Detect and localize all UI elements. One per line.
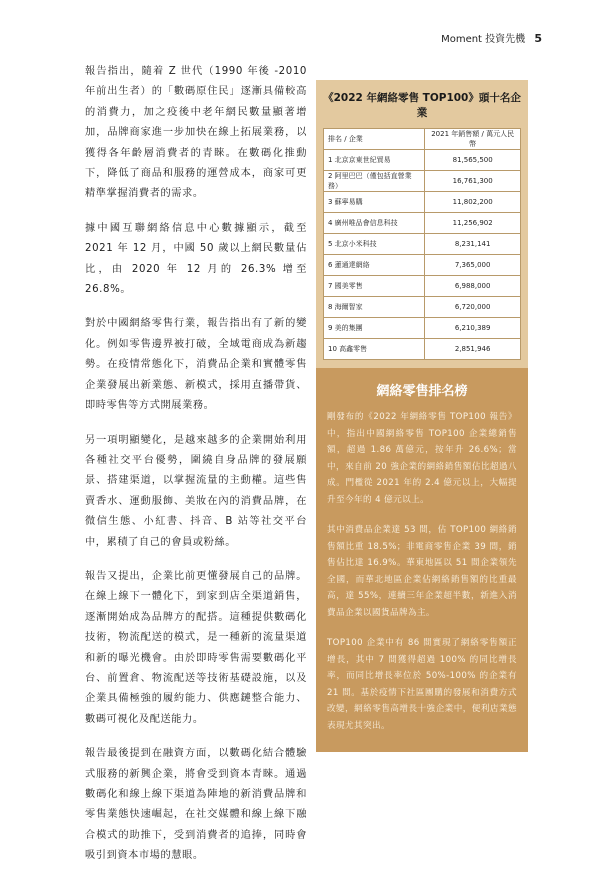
sales-cell: 11,256,902: [425, 213, 521, 234]
paragraph-4: 另一項明顯變化，是越來越多的企業開始利用各種社交平台優勢，圍繞自身品牌的發展願景、搭建渠道，以掌握流量的主動權。這些售賣香水、運動服飾、美妝在內的消費品牌，在微信生態、小紅書、抖音、B 站等社交平台中，累積了自己的會員或粉絲。: [85, 434, 307, 548]
paragraph-1: 報告指出，隨着 Z 世代（1990 年後 -2010 年前出生者）的「數碼原住民」逐漸具備較高的消費力，加之疫後中老年網民數量顯著增加，品牌商家進一步加快在線上拓展業務，以獲得各年齡層消費者的青睞。在數碼化推動下，降低了商品和服務的運營成本，商家可更精準掌握消費者的需求。: [85, 66, 307, 200]
table-row: [324, 297, 521, 318]
sales-cell: 6,988,000: [425, 276, 521, 297]
company-cell: 3 蘇寧易購: [324, 192, 425, 213]
page-header: [441, 30, 542, 45]
magazine-title: Moment 投資先機: [441, 34, 526, 45]
table-row: [324, 213, 521, 234]
company-cell: 2 阿里巴巴（僅包括直營業務）: [324, 171, 425, 192]
company-cell: 7 國美零售: [324, 276, 425, 297]
paragraph-6: 報告最後提到在融資方面，以數碼化結合體驗式服務的新興企業，將會受到資本青睞。通過數碼化和線上線下渠道為陣地的新消費品牌和零售業態快速崛起，在社交媒體和線上線下融合模式的助推下，受到消費者的追捧，同時會吸引到資本市場的慧眼。: [85, 748, 307, 862]
sales-cell: 16,761,300: [425, 171, 521, 192]
sales-cell: 6,720,000: [425, 297, 521, 318]
company-cell: 4 廣州唯品會信息科技: [324, 213, 425, 234]
table-row: [324, 234, 521, 255]
table-row: [324, 276, 521, 297]
company-cell: 6 蓮通達網絡: [324, 255, 425, 276]
paragraph-3: 對於中國網絡零售行業，報告指出有了新的變化。例如零售邊界被打破，全域電商成為新趨勢。在疫情常態化下，消費品企業和實體零售企業發展出新業態、新模式，採用直播帶貨、即時零售等方式開展業務。: [85, 318, 307, 412]
panel-title: 網絡零售排名榜: [376, 384, 468, 399]
paragraph-5: 報告又提出，企業比前更懂發展自己的品牌。在線上線下一體化下，到家到店全渠道銷售，逐漸開始成為品牌方的配搭。這種提供數碼化技術，物流配送的模式，是一種新的流量渠道和新的曝光機會。由於即時零售需要數碼化平台、前置倉、物流配送等技術基礎設施，以及企業具備極強的履約能力、供應鏈整合能力、數碼可視化及配送能力。: [85, 570, 307, 725]
table-row: [324, 339, 521, 360]
sales-cell: 2,851,946: [425, 339, 521, 360]
sales-cell: 6,210,389: [425, 318, 521, 339]
ranking-table: [323, 128, 521, 360]
sales-cell: 11,802,200: [425, 192, 521, 213]
sidebar: [316, 80, 528, 752]
sales-cell: 81,565,500: [425, 150, 521, 171]
table-row: [324, 192, 521, 213]
article-body: [85, 62, 307, 881]
table-row: [324, 255, 521, 276]
header-rank-company: 排名 / 企業: [324, 129, 425, 150]
company-cell: 9 美的集團: [324, 318, 425, 339]
table-row: [324, 171, 521, 192]
panel-paragraph-3: TOP100 企業中有 86 間實現了網絡零售額正增長，其中 7 間獲得超過 100% 的同比增長率，而同比增長率位於 50%-100% 的企業有 21 間。基於疫情下社區團購的發展和消費方式改變，網絡零售高增長十強企業中，便利店業態表現尤其突出。: [327, 638, 517, 731]
company-cell: 1 北京京東世紀貿易: [324, 150, 425, 171]
paragraph-2: 據中國互聯網絡信息中心數據顯示，截至 2021 年 12 月，中國 50 歲以上網民數量佔比，由 2020 年 12 月的 26.3% 增至 26.8%。: [85, 222, 307, 296]
sales-cell: 8,231,141: [425, 234, 521, 255]
company-cell: 10 高鑫零售: [324, 339, 425, 360]
table-header-row: [324, 129, 521, 150]
sales-cell: 7,365,000: [425, 255, 521, 276]
ranking-table-box: [316, 80, 528, 368]
table-row: [324, 150, 521, 171]
panel-paragraph-1: 剛發布的《2022 年網絡零售 TOP100 報告》中，指出中國網絡零售 TOP100 企業總銷售額，超過 1.86 萬億元，按年升 26.6%；當中，來自前 20 強企業的網絡銷售額佔比超過八成。門檻從 2021 年的 2.4 億元以上，大幅提升至今年的 4 億元以上。: [327, 412, 517, 505]
ranking-panel: [316, 368, 528, 752]
header-sales: 2021 年銷售額 / 萬元人民幣: [425, 129, 521, 150]
table-row: [324, 318, 521, 339]
company-cell: 8 海爾智家: [324, 297, 425, 318]
page-number: 5: [534, 32, 542, 45]
table-title: 《2022 年網絡零售 TOP100》頭十名企業: [323, 92, 521, 119]
panel-paragraph-2: 其中消費品企業達 53 間，佔 TOP100 網絡銷售額比重 18.5%；非電商零售企業 39 間，銷售佔比達 16.9%。華東地區以 51 間企業領先全國，而華北地區企業佔網絡銷售額的比重最高，達 55%，連續三年企業超半數，新進入消費品企業以國貨品牌為主。: [327, 525, 517, 618]
company-cell: 5 北京小米科技: [324, 234, 425, 255]
